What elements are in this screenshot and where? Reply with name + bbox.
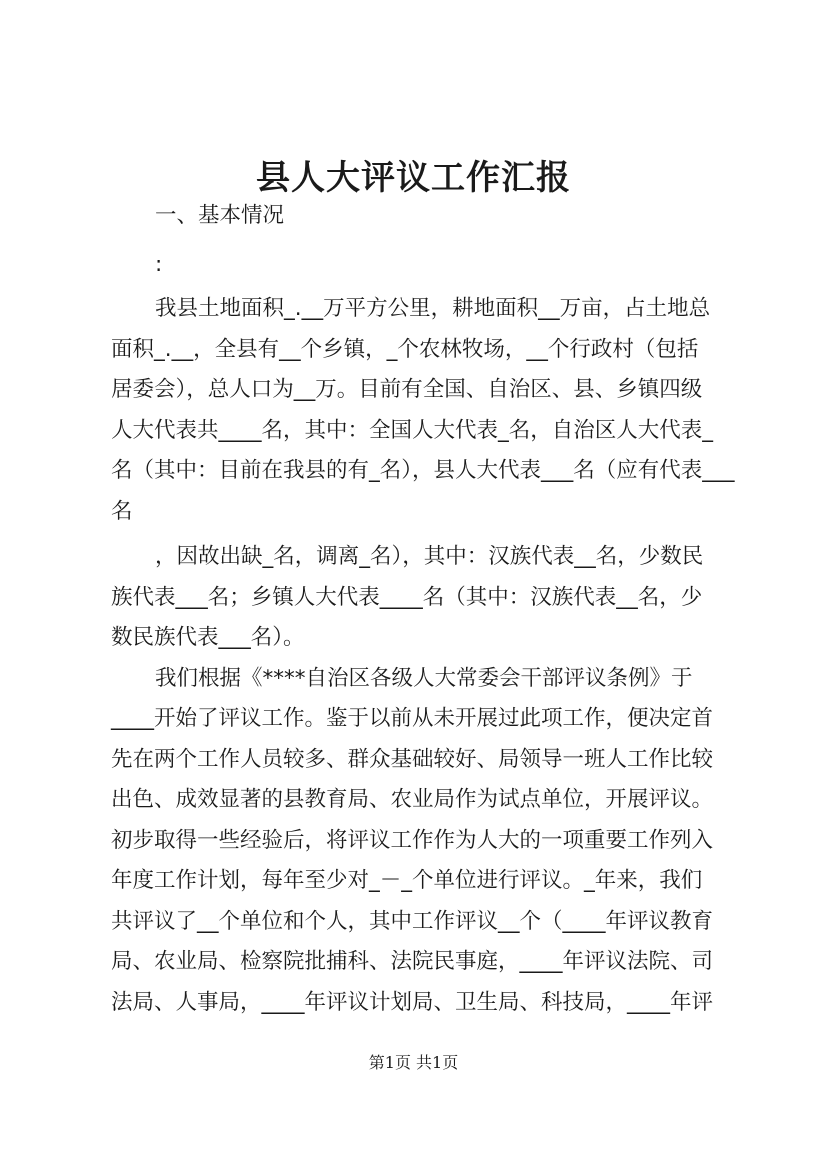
- body-line: 局、农业局、检察院批捕科、法院民事庭，____年评议法院、司: [111, 949, 714, 974]
- body-line: 法局、人事局，____年评议计划局、卫生局、科技局，____年评: [111, 989, 714, 1015]
- body-line: 共评议了__个单位和个人，其中工作评议__个（____年评议教育: [111, 908, 714, 934]
- body-line: 我县土地面积_.__万平方公里，耕地面积__万亩，占土地总: [155, 296, 711, 321]
- body-line: 名（其中：目前在我县的有_名），县人大代表___名（应有代表___: [111, 458, 735, 483]
- body-line: ，因故出缺_名，调离_名），其中：汉族代表__名，少数民: [155, 544, 704, 569]
- document-body: [111, 196, 737, 1023]
- body-line: ____开始了评议工作。鉴于以前从未开展过此项工作，便决定首: [111, 706, 714, 731]
- page-number-footer: 第1页 共1页: [368, 1053, 459, 1072]
- body-line: 我们根据《****自治区各级人大常委会干部评议条例》于: [155, 665, 693, 691]
- body-line: :: [155, 251, 163, 277]
- body-line: 年度工作计划，每年至少对_－_个单位进行评议。_年来，我们: [111, 868, 703, 893]
- body-line: 面积_.__，全县有__个乡镇，_个农林牧场，__个行政村（包括: [111, 336, 699, 362]
- body-line: 先在两个工作人员较多、群众基础较好、局领导一班人工作比较: [111, 746, 714, 772]
- page-title: 县人大评议工作汇报: [256, 158, 571, 198]
- body-line: 名: [111, 498, 133, 524]
- body-line: 人大代表共____名，其中：全国人大代表_名，自治区人大代表_: [111, 417, 714, 443]
- body-line: 族代表___名；乡镇人大代表____名（其中：汉族代表__名，少: [111, 584, 703, 610]
- body-line: 初步取得一些经验后，将评议工作作为人大的一项重要工作列入: [111, 827, 714, 853]
- section-heading: 一、基本情况: [155, 203, 285, 228]
- body-line: 数民族代表___名）。: [111, 625, 305, 650]
- body-line: 居委会），总人口为__万。目前有全国、自治区、县、乡镇四级: [111, 377, 703, 402]
- body-line: 出色、成效显著的县教育局、农业局作为试点单位，开展评议。: [111, 787, 714, 812]
